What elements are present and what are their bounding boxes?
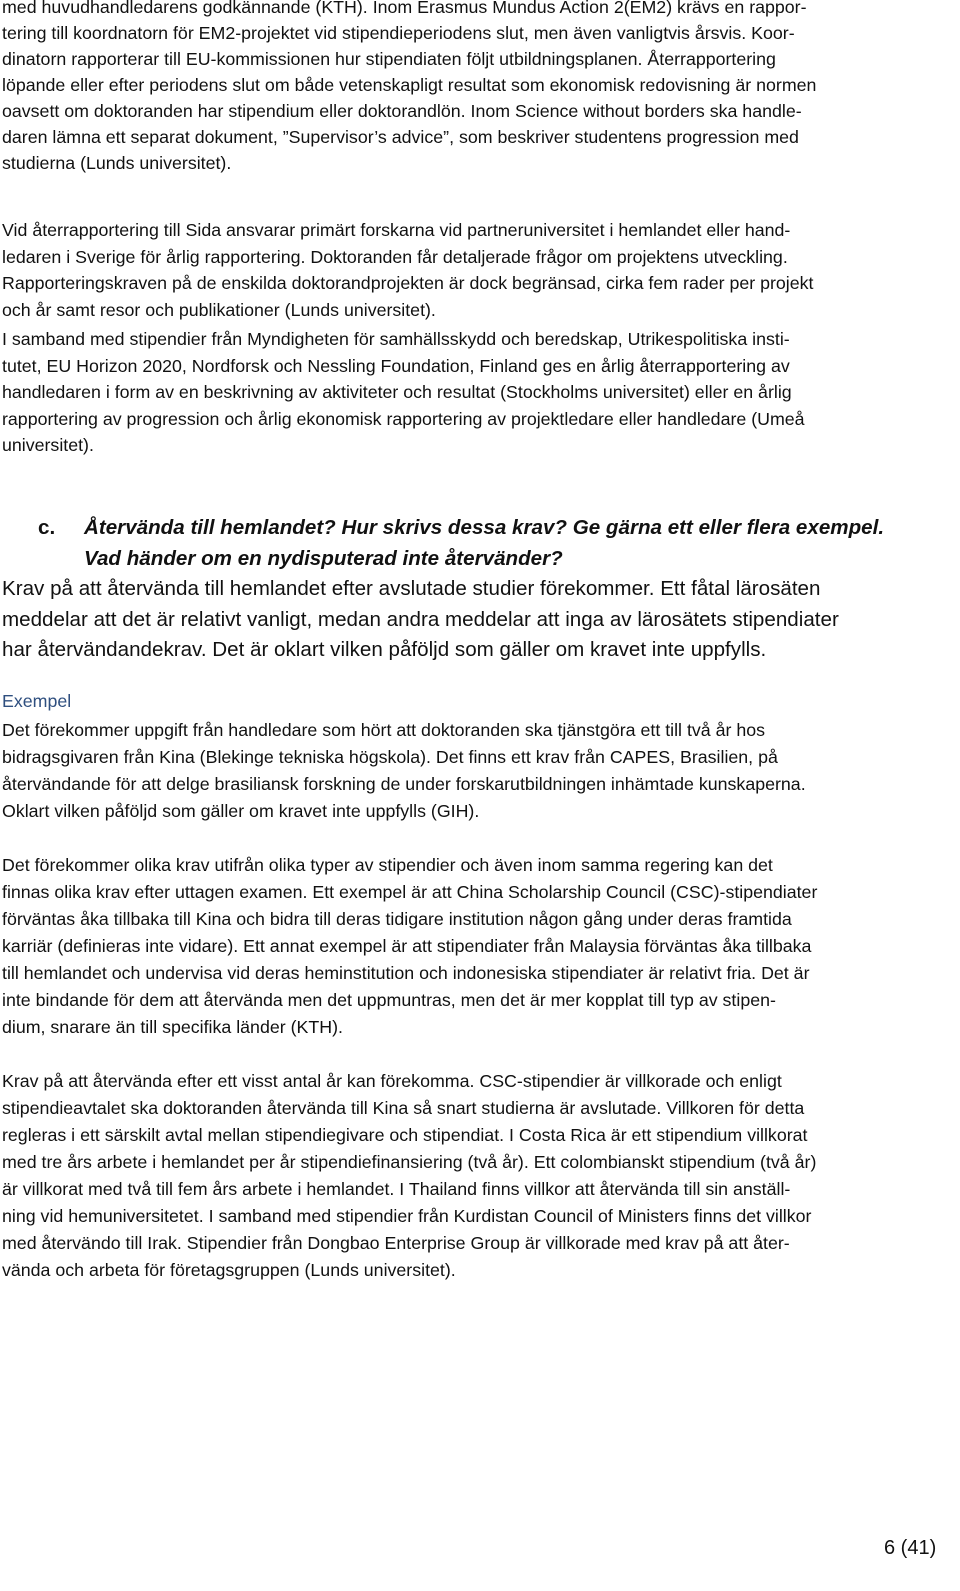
text-line: Krav på att återvända till hemlandet efter avslutade studier förekommer. Ett fåtal lärosäten [2, 577, 821, 600]
text-line: med återvändo till Irak. Stipendier från Dongbao Enterprise Group är villkorade med krav på att åter- [2, 1233, 790, 1253]
text-line: regleras i ett särskilt avtal mellan stipendiegivare och stipendiat. I Costa Rica är ett stipendium villkorat [2, 1125, 808, 1145]
text-line: till hemlandet och undervisa vid deras heminstitution och indonesiska stipendiater är relativt fria. Det är [2, 963, 810, 983]
text-line: Rapporteringskraven på de enskilda doktorandprojekten är dock begränsad, cirka fem rader per projekt [2, 273, 814, 293]
text-line: bidragsgivaren från Kina (Blekinge tekniska högskola). Det finns ett krav från CAPES, Brasilien, på [2, 747, 778, 767]
text-line: Det förekommer olika krav utifrån olika typer av stipendier och även inom samma regering kan det [2, 855, 773, 875]
text-line: stipendieavtalet ska doktoranden återvända till Kina så snart studierna är avslutade. Villkoren för detta [2, 1098, 805, 1118]
text-line: förväntas åka tillbaka till Kina och bidra till deras tidigare institution någon gång under deras framtida [2, 909, 792, 929]
text-line: vända och arbeta för företagsgruppen (Lunds universitet). [2, 1260, 456, 1280]
text-line: universitet). [2, 435, 94, 455]
section-heading-c [38, 512, 884, 574]
paragraph-years-requirement [2, 1068, 952, 1284]
text-line: finnas olika krav efter uttagen examen. Ett exempel är att China Scholarship Council (CSC)-stipendiater [2, 882, 818, 902]
text-line: daren lämna ett separat dokument, ”Supervisor’s advice”, som beskriver studentens progression med [2, 127, 799, 147]
text-line: studierna (Lunds universitet). [2, 153, 232, 173]
text-line: handledaren i form av en beskrivning av aktiviteter och resultat (Stockholms universitet) eller en årlig [2, 382, 792, 402]
text-line: med tre års arbete i hemlandet per år stipendiefinansiering (två år). Ett colombianskt stipendium (två år) [2, 1152, 817, 1172]
text-line: Oklart vilken påföljd som gäller om kravet inte uppfylls (GIH). [2, 801, 480, 821]
text-line: tering till koordnatorn för EM2-projektet vid stipendieperiodens slut, men även vanligtvis årsvis. Koor- [2, 23, 795, 43]
text-line: oavsett om doktoranden har stipendium eller doktorandlön. Inom Science without borders ska handle- [2, 101, 802, 121]
section-title-line: Vad händer om en nydisputerad inte återvänder? [84, 547, 563, 570]
paragraph-scholarship-types [2, 852, 952, 1041]
text-line: löpande eller efter periodens slut om både vetenskapligt resultat som ekonomisk redovisning är normen [2, 75, 817, 95]
text-line: dium, snarare än till specifika länder (KTH). [2, 1017, 343, 1037]
text-line: är villkorat med två till fem års arbete i hemlandet. I Thailand finns villkor att återvända till sin anställ- [2, 1179, 791, 1199]
text-line: Vid återrapportering till Sida ansvarar primärt forskarna vid partneruniversitet i hemlandet eller hand- [2, 220, 791, 240]
paragraph-return-requirement [2, 574, 954, 666]
text-line: ning vid hemuniversitetet. I samband med stipendier från Kurdistan Council of Ministers finns det villkor [2, 1206, 812, 1226]
text-line: karriär (definieras inte vidare). Ett annat exempel är att stipendiater från Malaysia förväntas åka tillbaka [2, 936, 812, 956]
text-line: har återvändandekrav. Det är oklart vilken påföljd som gäller om kravet inte uppfylls. [2, 638, 767, 661]
section-title-line: Återvända till hemlandet? Hur skrivs dessa krav? Ge gärna ett eller flera exempel. [84, 516, 885, 539]
paragraph-sida [2, 217, 952, 323]
text-line: Krav på att återvända efter ett visst antal år kan förekomma. CSC-stipendier är villkorade och enligt [2, 1071, 782, 1091]
paragraph-example [2, 717, 952, 825]
section-number: c. [38, 516, 56, 539]
text-line: I samband med stipendier från Myndigheten för samhällsskydd och beredskap, Utrikespolitiska insti- [2, 329, 790, 349]
text-line: rapportering av progression och årlig ekonomisk rapportering av projektledare eller handledare (Umeå [2, 408, 805, 429]
text-line: tutet, EU Horizon 2020, Nordforsk och Nessling Foundation, Finland ges en årlig återrapportering av [2, 355, 790, 376]
text-line: återvändande för att delge brasiliansk forskning de under forskarutbildningen inhämtade kunskaperna. [2, 774, 806, 794]
page-number: 6 (41) [884, 1537, 937, 1559]
text-line: meddelar att det är relativt vanligt, medan andra meddelar att inga av lärosätets stipendiater [2, 607, 839, 631]
example-label: Exempel [2, 691, 72, 711]
paragraph-intro [2, 0, 952, 176]
text-line: inte bindande för dem att återvända men det uppmuntras, men det är mer kopplat till typ av stipen- [2, 990, 776, 1010]
text-line: med huvudhandledarens godkännande (KTH). Inom Erasmus Mundus Action 2(EM2) krävs en rappor- [2, 0, 807, 17]
text-line: Det förekommer uppgift från handledare som hört att doktoranden ska tjänstgöra ett till två år hos [2, 720, 766, 740]
text-line: och år samt resor och publikationer (Lunds universitet). [2, 299, 436, 320]
paragraph-msb [2, 326, 952, 459]
text-line: dinatorn rapporterar till EU-kommissionen hur stipendiaten följt utbildningsplanen. Återrapportering [2, 49, 776, 69]
text-line: ledaren i Sverige för årlig rapportering. Doktoranden får detaljerade frågor om projektens utveckling. [2, 246, 788, 267]
